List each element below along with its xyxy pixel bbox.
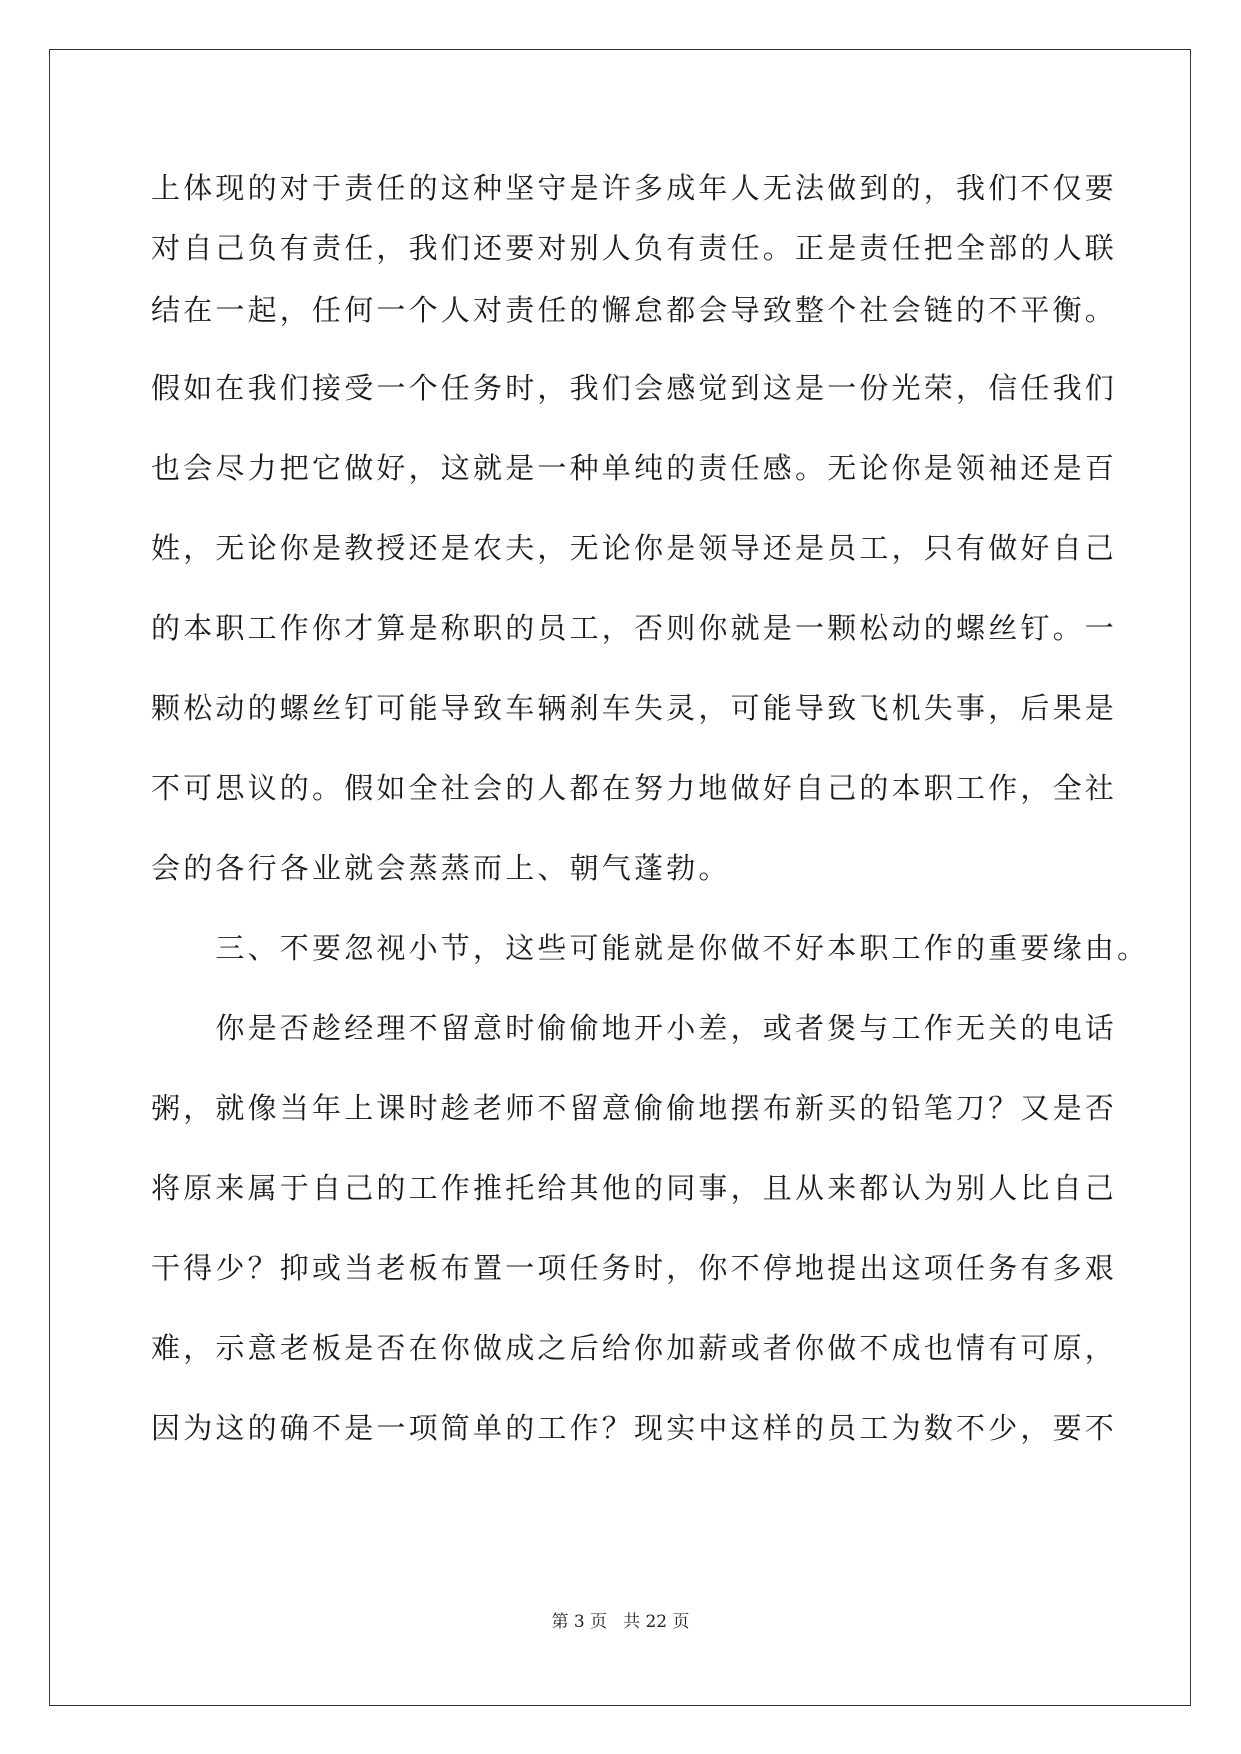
text-line: 会的各行各业就会蒸蒸而上、朝气蓬勃。 <box>151 851 731 885</box>
text-line: 粥，就像当年上课时趁老师不留意偷偷地摆布新买的铅笔刀？又是否 <box>151 1091 1118 1125</box>
text-line: 姓，无论你是教授还是农夫，无论你是领导还是员工，只有做好自己 <box>151 531 1118 565</box>
text-line: 也会尽力把它做好，这就是一种单纯的责任感。无论你是领袖还是百 <box>151 451 1118 485</box>
text-line: 结在一起，任何一个人对责任的懈怠都会导致整个社会链的不平衡。 <box>151 293 1118 327</box>
page-total: 共 22 页 <box>623 1612 690 1632</box>
text-line: 难，示意老板是否在你做成之后给你加薪或者你做不成也情有可原， <box>151 1331 1118 1365</box>
text-line: 的本职工作你才算是称职的员工，否则你就是一颗松动的螺丝钉。一 <box>151 611 1118 645</box>
text-line: 将原来属于自己的工作推托给其他的同事，且从来都认为别人比自己 <box>151 1171 1118 1205</box>
page-number: 第 3 页 <box>551 1612 608 1632</box>
page-footer <box>0 1610 1241 1634</box>
text-line: 对自己负有责任，我们还要对别人负有责任。正是责任把全部的人联 <box>151 231 1118 265</box>
text-line: 你是否趁经理不留意时偷偷地开小差，或者煲与工作无关的电话 <box>151 1011 1118 1045</box>
text-line: 三、不要忽视小节，这些可能就是你做不好本职工作的重要缘由。 <box>151 931 1150 965</box>
text-line: 假如在我们接受一个任务时，我们会感觉到这是一份光荣，信任我们 <box>151 371 1118 405</box>
text-line: 不可思议的。假如全社会的人都在努力地做好自己的本职工作，全社 <box>151 771 1118 805</box>
text-line: 因为这的确不是一项简单的工作？现实中这样的员工为数不少，要不 <box>151 1411 1118 1445</box>
text-line: 干得少？抑或当老板布置一项任务时，你不停地提出这项任务有多艰 <box>151 1251 1118 1285</box>
text-line: 上体现的对于责任的这种坚守是许多成年人无法做到的，我们不仅要 <box>151 171 1118 205</box>
text-line: 颗松动的螺丝钉可能导致车辆刹车失灵，可能导致飞机失事，后果是 <box>151 691 1118 725</box>
